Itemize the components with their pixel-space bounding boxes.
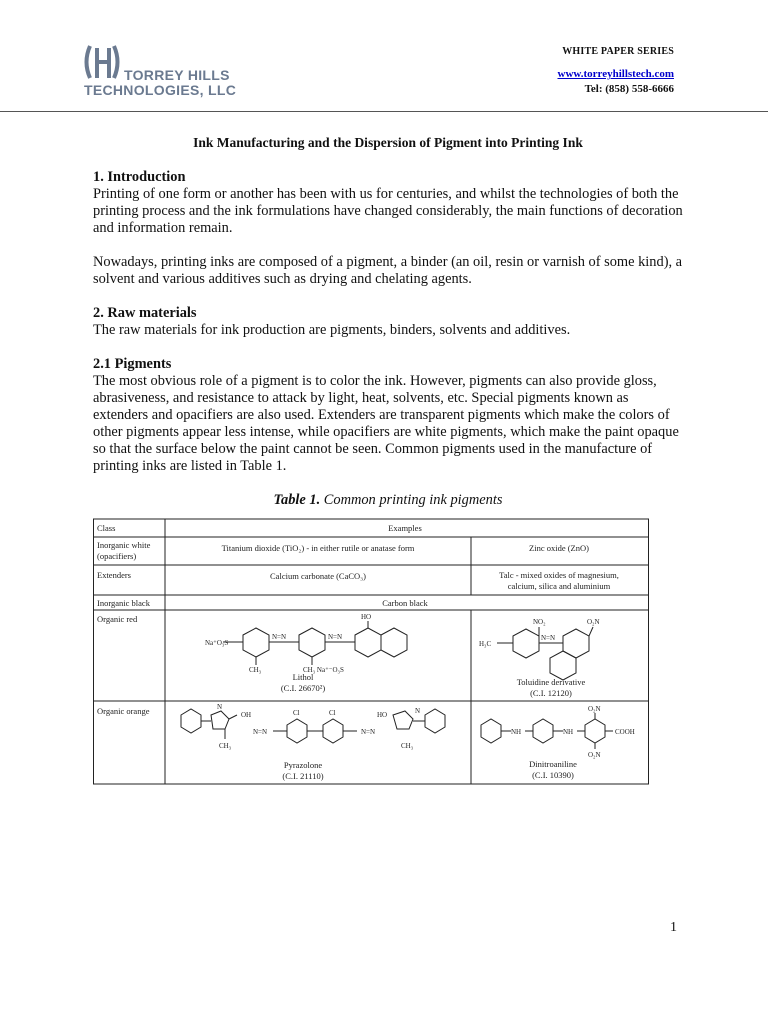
chem-label: CH₃ Na⁺⁻O₃S: [303, 666, 344, 674]
company-logo: [80, 42, 250, 98]
chem-label: NH: [563, 728, 574, 736]
header-divider: [0, 111, 768, 112]
chem-label: NO₂: [533, 618, 546, 626]
chem-label: O₂N: [587, 618, 600, 626]
pigment-table: [93, 517, 649, 785]
compound-name: Pyrazolone: [283, 760, 323, 770]
document-body: [93, 134, 683, 509]
logo-text-line1: TORREY HILLS: [124, 67, 230, 83]
row-class: Inorganic white: [97, 540, 151, 550]
pyrazolone-structure: [181, 709, 445, 743]
table-cell: Carbon black: [382, 598, 428, 608]
row-class: (opacifiers): [97, 551, 137, 561]
chem-label: OH: [241, 711, 252, 719]
table-grid: [93, 519, 649, 784]
table-header-class: Class: [97, 523, 116, 533]
paragraph: Nowadays, printing inks are composed of a pigment, a binder (an oil, resin or varnish of some kind), a solvent and various additives such as drying and chelating agents.: [93, 254, 683, 287]
chem-label: Cl: [293, 709, 300, 717]
compound-name: Toluidine derivative: [516, 677, 586, 687]
chem-label: O₂N: [588, 751, 601, 759]
section-heading-introduction: 1. Introduction: [93, 169, 186, 185]
chem-label: N=N: [541, 634, 556, 642]
compound-ci: (C.I. 10390): [532, 770, 574, 780]
chem-label: N: [415, 707, 421, 715]
chem-label: Cl: [329, 709, 336, 717]
chem-label: N=N: [328, 633, 343, 641]
series-label: WHITE PAPER SERIES: [562, 46, 674, 57]
compound-ci: (C.I. 12120): [530, 688, 572, 698]
chem-label: N=N: [253, 728, 268, 736]
chem-label: N=N: [272, 633, 287, 641]
website-link[interactable]: www.torreyhillstech.com: [557, 68, 674, 80]
chem-label: O₂N: [588, 705, 601, 713]
paragraph: The raw materials for ink production are pigments, binders, solvents and additives.: [93, 322, 571, 338]
chem-label: CH₃: [401, 742, 414, 750]
paragraph: The most obvious role of a pigment is to color the ink. However, pigments can also provide gloss, abrasiveness, and resistance to attack by light, heat, solvents, etc. Special pigments known as extenders and opacifiers are also used. Extenders are transparent pigments which make the colors of other pigments appear less intense, while opacifiers are white pigments, which make the paint opaque so that the surface below the paint cannot be seen. Common pigments used in the manufacture of printing inks are listed in Table 1.: [93, 373, 679, 474]
compound-ci: (C.I. 21110): [282, 771, 324, 781]
table-cell: Titanium dioxide (TiO₂) - in either rutile or anatase form: [221, 543, 415, 553]
table-caption-text: Common printing ink pigments: [320, 492, 503, 508]
chem-label: CH₃: [219, 742, 232, 750]
chem-label: HO: [361, 613, 372, 621]
table-cell: calcium, silica and aluminium: [507, 581, 611, 591]
table-cell: Calcium carbonate (CaCO₃): [270, 571, 366, 581]
chem-label: Na⁺O₃S: [205, 639, 229, 647]
chem-label: H₃C: [479, 640, 492, 648]
pigment-table-graphic: [93, 517, 649, 785]
chem-label: N=N: [361, 728, 376, 736]
row-class: Organic orange: [97, 706, 150, 716]
table-caption-label: Table 1.: [273, 492, 321, 508]
phone-number: Tel: (858) 558-6666: [584, 83, 674, 95]
compound-ci: (C.I. 26670²): [280, 683, 326, 693]
section-heading-raw-materials: 2. Raw materials: [93, 305, 197, 321]
document-title: Ink Manufacturing and the Dispersion of Pigment into Printing Ink: [193, 135, 583, 150]
chem-label: HO: [377, 711, 388, 719]
table-cell: Zinc oxide (ZnO): [529, 543, 589, 553]
lithol-structure: [223, 621, 407, 665]
header-contact: [558, 46, 675, 95]
compound-name: Dinitroaniline: [529, 759, 577, 769]
chem-label: CH₃: [249, 666, 262, 674]
logo-text-line2: TECHNOLOGIES, LLC: [84, 82, 237, 98]
torrey-hills-logo-icon: [80, 42, 124, 82]
section-heading-pigments: 2.1 Pigments: [93, 356, 172, 372]
row-class: Inorganic black: [97, 598, 150, 608]
table-header-examples: Examples: [388, 523, 422, 533]
chem-label: COOH: [615, 728, 635, 736]
page-number: 1: [670, 920, 677, 935]
chem-label: NH: [511, 728, 522, 736]
table-cell: Talc - mixed oxides of magnesium,: [499, 570, 619, 580]
paragraph: Printing of one form or another has been with us for centuries, and whilst the technologies of both the printing process and the ink formulations have changed considerably, the main functions of decoration and information remain.: [93, 186, 683, 236]
table-caption: [93, 492, 683, 509]
chem-label: N: [217, 703, 223, 711]
compound-name: Lithol: [292, 672, 314, 682]
dinitroaniline-structure: [481, 713, 613, 749]
row-class: Organic red: [97, 614, 138, 624]
row-class: Extenders: [97, 570, 131, 580]
